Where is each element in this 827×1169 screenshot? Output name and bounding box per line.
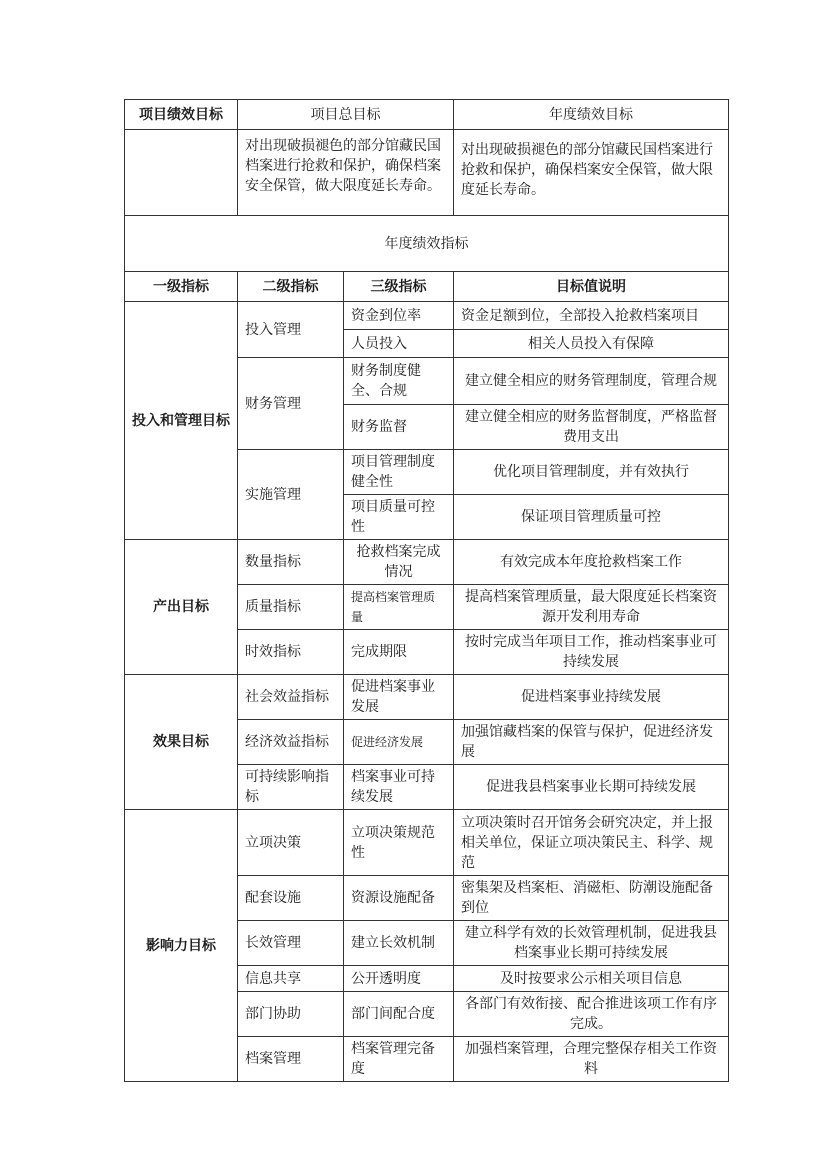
level3-cell: 项目质量可控性 <box>344 495 454 540</box>
annual-goal-header: 年度绩效目标 <box>454 100 729 130</box>
level3-cell: 资金到位率 <box>344 302 454 330</box>
level3-cell: 资源设施配备 <box>344 876 454 921</box>
target-desc: 及时按要求公示相关项目信息 <box>454 966 729 992</box>
target-desc: 提高档案管理质量，最大限度延长档案资源开发利用寿命 <box>454 585 729 630</box>
target-desc: 建立健全相应的财务管理制度，管理合规 <box>454 358 729 405</box>
level3-cell: 财务制度健全、合规 <box>344 358 454 405</box>
level3-cell: 促进档案事业发展 <box>344 675 454 720</box>
level3-cell: 档案管理完备度 <box>344 1037 454 1082</box>
subgroup-name: 部门协助 <box>238 992 344 1037</box>
subgroup-name: 经济效益指标 <box>238 720 344 765</box>
level3-cell: 财务监督 <box>344 405 454 450</box>
col-header-level2: 二级指标 <box>238 272 344 302</box>
level3-cell: 抢救档案完成情况 <box>344 540 454 585</box>
target-desc: 建立健全相应的财务监督制度，严格监督费用支出 <box>454 405 729 450</box>
level3-cell: 立项决策规范性 <box>344 810 454 876</box>
target-desc: 加强档案管理，合理完整保存相关工作资料 <box>454 1037 729 1082</box>
subgroup-name: 财务管理 <box>238 358 344 450</box>
target-desc: 加强馆藏档案的保管与保护，促进经济发展 <box>454 720 729 765</box>
subgroup-name: 实施管理 <box>238 450 344 540</box>
subgroup-name: 数量指标 <box>238 540 344 585</box>
group-name: 效果目标 <box>125 675 238 810</box>
annual-goal-text: 对出现破损褪色的部分馆藏民国档案进行抢救和保护，确保档案安全保管，做大限度延长寿命。 <box>454 130 729 216</box>
col-header-target: 目标值说明 <box>454 272 729 302</box>
empty-cell <box>125 130 238 216</box>
target-desc: 立项决策时召开馆务会研究决定，并上报相关单位，保证立项决策民主、科学、规范 <box>454 810 729 876</box>
performance-table <box>124 99 729 1082</box>
level3-cell: 部门间配合度 <box>344 992 454 1037</box>
level3-cell: 档案事业可持续发展 <box>344 765 454 810</box>
col-header-level1: 一级指标 <box>125 272 238 302</box>
target-desc: 保证项目管理质量可控 <box>454 495 729 540</box>
target-desc: 相关人员投入有保障 <box>454 330 729 358</box>
subgroup-name: 投入管理 <box>238 302 344 358</box>
level3-cell: 人员投入 <box>344 330 454 358</box>
target-desc: 密集架及档案柜、消磁柜、防潮设施配备到位 <box>454 876 729 921</box>
group-name: 影响力目标 <box>125 810 238 1082</box>
subgroup-name: 立项决策 <box>238 810 344 876</box>
target-desc: 资金足额到位，全部投入抢救档案项目 <box>454 302 729 330</box>
total-goal-text: 对出现破损褪色的部分馆藏民国档案进行抢救和保护，确保档案安全保管，做大限度延长寿命。 <box>238 130 454 216</box>
level3-cell: 提高档案管理质量 <box>344 585 454 630</box>
target-desc: 各部门有效衔接、配合推进该项工作有序完成。 <box>454 992 729 1037</box>
level3-cell: 完成期限 <box>344 630 454 675</box>
indicators-title: 年度绩效指标 <box>125 216 729 272</box>
target-desc: 优化项目管理制度，并有效执行 <box>454 450 729 495</box>
project-goal-label: 项目绩效目标 <box>125 100 238 130</box>
subgroup-name: 长效管理 <box>238 921 344 966</box>
level3-cell: 促进经济发展 <box>344 720 454 765</box>
subgroup-name: 信息共享 <box>238 966 344 992</box>
col-header-level3: 三级指标 <box>344 272 454 302</box>
subgroup-name: 档案管理 <box>238 1037 344 1082</box>
target-desc: 建立科学有效的长效管理机制，促进我县档案事业长期可持续发展 <box>454 921 729 966</box>
subgroup-name: 时效指标 <box>238 630 344 675</box>
group-name: 产出目标 <box>125 540 238 675</box>
subgroup-name: 可持续影响指标 <box>238 765 344 810</box>
level3-cell: 项目管理制度健全性 <box>344 450 454 495</box>
target-desc: 促进我县档案事业长期可持续发展 <box>454 765 729 810</box>
target-desc: 促进档案事业持续发展 <box>454 675 729 720</box>
target-desc: 有效完成本年度抢救档案工作 <box>454 540 729 585</box>
total-goal-header: 项目总目标 <box>238 100 454 130</box>
level3-cell: 公开透明度 <box>344 966 454 992</box>
subgroup-name: 社会效益指标 <box>238 675 344 720</box>
target-desc: 按时完成当年项目工作，推动档案事业可持续发展 <box>454 630 729 675</box>
level3-cell: 建立长效机制 <box>344 921 454 966</box>
subgroup-name: 配套设施 <box>238 876 344 921</box>
subgroup-name: 质量指标 <box>238 585 344 630</box>
group-name: 投入和管理目标 <box>125 302 238 540</box>
